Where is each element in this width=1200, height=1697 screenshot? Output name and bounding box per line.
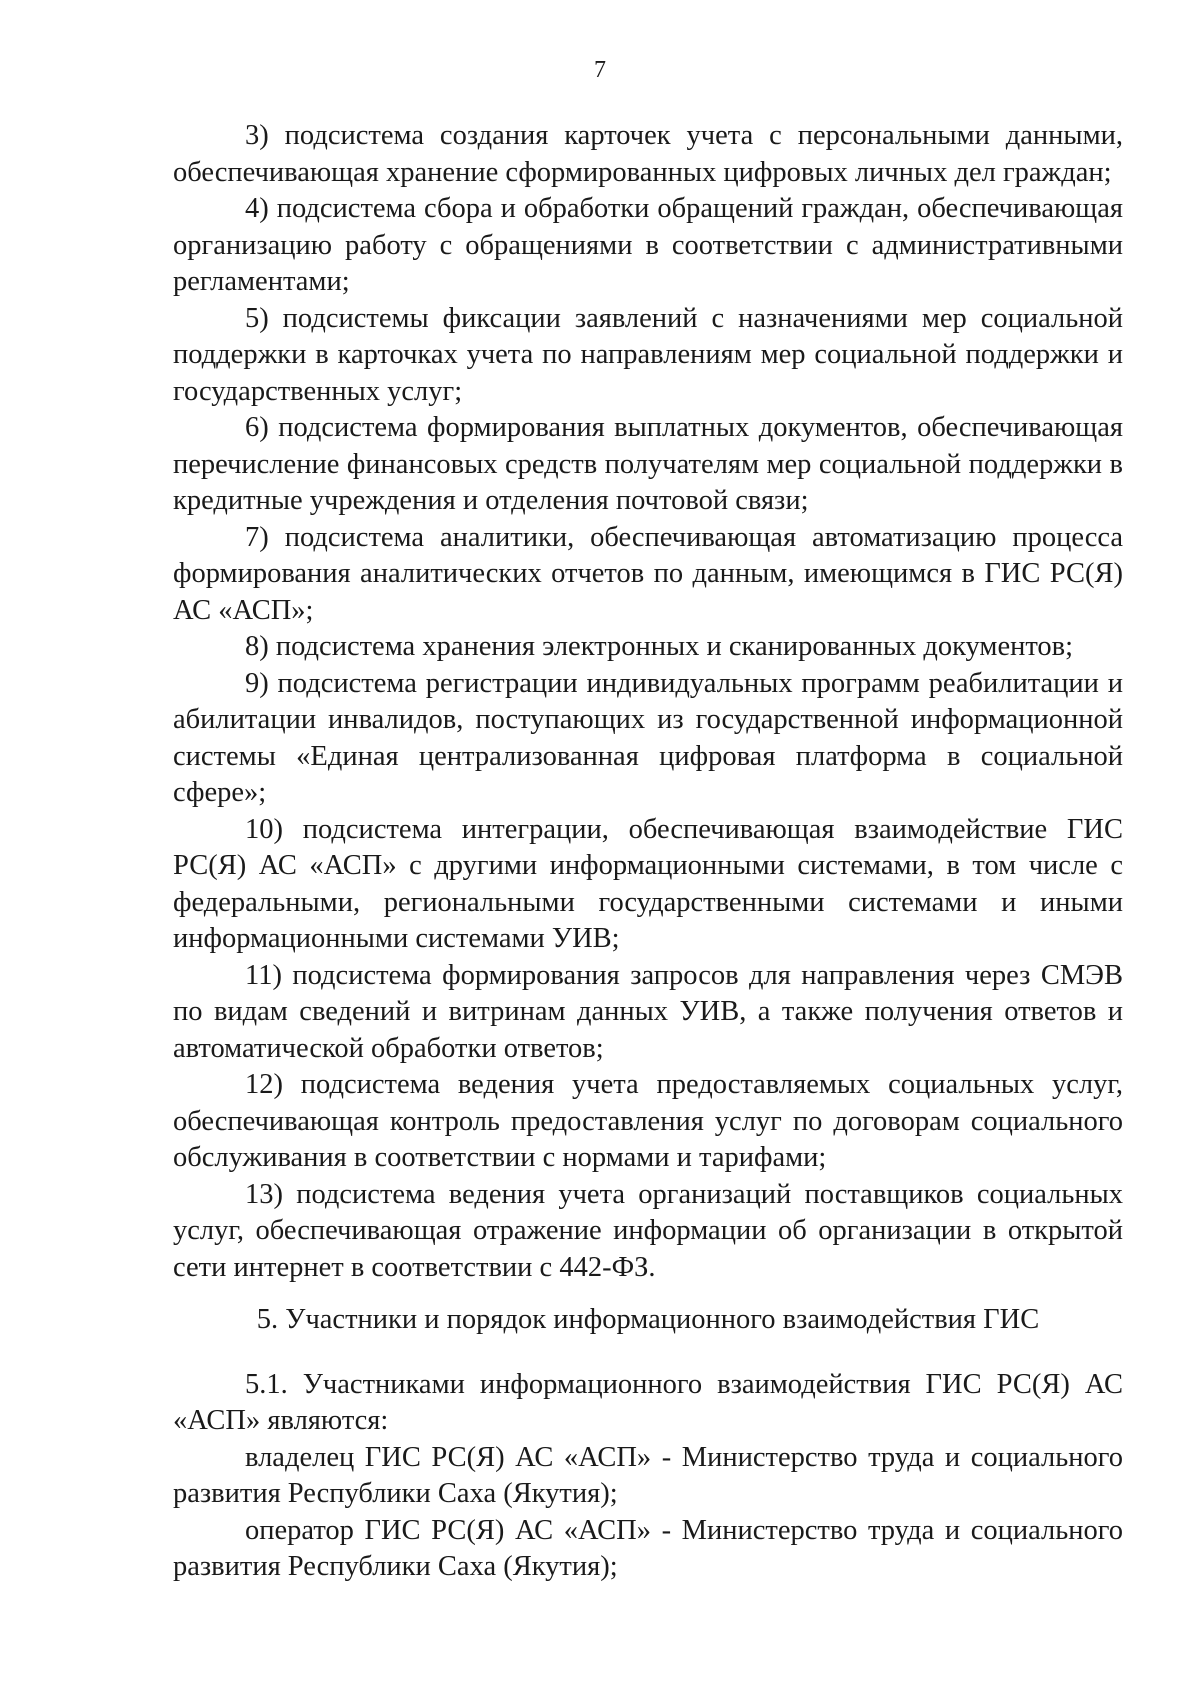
list-item-subsystem-5: 5) подсистемы фиксации заявлений с назначениями мер социальной поддержки в карточках учета по направлениям мер социальной поддержки и государственных услуг; xyxy=(173,302,1123,407)
section-heading: 5. Участники и порядок информационного взаимодействия ГИС xyxy=(256,1304,1040,1335)
list-item-subsystem-10: 10) подсистема интеграции, обеспечивающая взаимодействие ГИС РС(Я) АС «АСП» с другими информационными системами, в том числе с федеральными, региональными государственными системами и иными информационными системами УИВ; xyxy=(173,813,1123,954)
list-item-subsystem-12: 12) подсистема ведения учета предоставляемых социальных услуг, обеспечивающая контроль предоставления услуг по договорам социального обслуживания в соответствии с нормами и тарифами; xyxy=(173,1069,1123,1173)
list-item-subsystem-9: 9) подсистема регистрации индивидуальных программ реабилитации и абилитации инвалидов, поступающих из государственной информационной системы «Единая централизованная цифровая платформа в социальной сфере»; xyxy=(173,667,1123,808)
document-body xyxy=(173,118,1123,1586)
list-item-subsystem-7: 7) подсистема аналитики, обеспечивающая автоматизацию процесса формирования аналитических отчетов по данным, имеющимся в ГИС РС(Я) АС «АСП»; xyxy=(173,521,1123,626)
list-item-subsystem-8: 8) подсистема хранения электронных и сканированных документов; xyxy=(245,631,1074,662)
clause-5-1: 5.1. Участниками информационного взаимодействия ГИС РС(Я) АС «АСП» являются: xyxy=(173,1368,1123,1436)
participant-owner: владелец ГИС РС(Я) АС «АСП» - Министерство труда и социального развития Республики Саха (Якутия); xyxy=(173,1441,1123,1509)
page-number: 7 xyxy=(594,57,606,83)
list-item-subsystem-3: 3) подсистема создания карточек учета с персональными данными, обеспечивающая хранение сформированных цифровых личных дел граждан; xyxy=(173,120,1123,188)
list-item-subsystem-11: 11) подсистема формирования запросов для направления через СМЭВ по видам сведений и витринам данных УИВ, а также получения ответов и автоматической обработки ответов; xyxy=(173,959,1123,1064)
participant-operator: оператор ГИС РС(Я) АС «АСП» - Министерство труда и социального развития Республики Саха (Якутия); xyxy=(173,1514,1123,1582)
list-item-subsystem-13: 13) подсистема ведения учета организаций поставщиков социальных услуг, обеспечивающая отражение информации об организации в открытой сети интернет в соответствии с 442-ФЗ. xyxy=(173,1178,1123,1283)
list-item-subsystem-4: 4) подсистема сбора и обработки обращений граждан, обеспечивающая организацию работу с обращениями в соответствии с административными регламентами; xyxy=(173,193,1123,297)
list-item-subsystem-6: 6) подсистема формирования выплатных документов, обеспечивающая перечисление финансовых средств получателям мер социальной поддержки в кредитные учреждения и отделения почтовой связи; xyxy=(173,412,1123,516)
